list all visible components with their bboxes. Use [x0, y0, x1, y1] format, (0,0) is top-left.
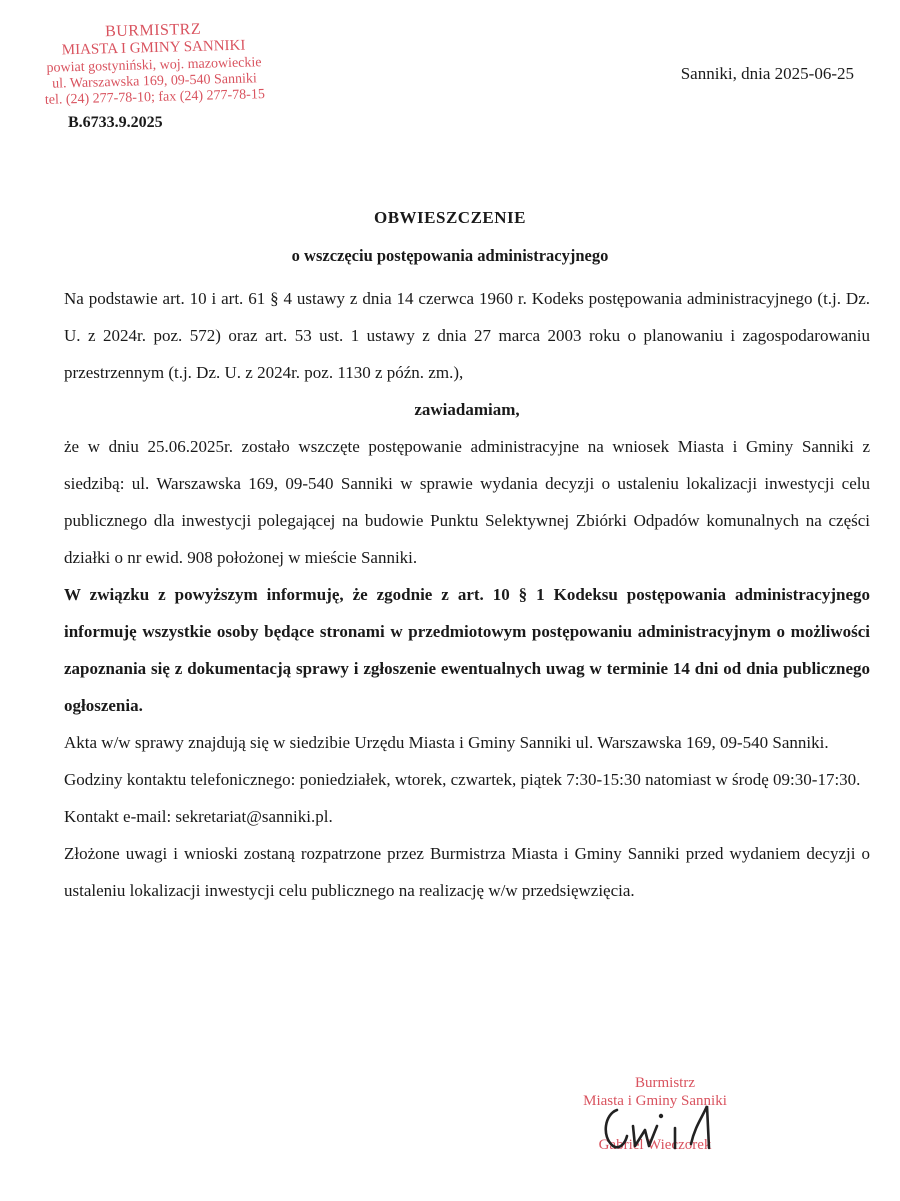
signature-stamp-line-2: Miasta i Gminy Sanniki: [583, 1093, 727, 1109]
legal-basis-paragraph: Na podstawie art. 10 i art. 61 § 4 ustawy z dnia 14 czerwca 1960 r. Kodeks postępowania administracyjnego (t.j. Dz. U. z 2024r. poz. 572) oraz art. 53 ust. 1 ustawy z dnia 27 marca 2003 roku o planowaniu i zagospodarowaniu przestrzennym (t.j. Dz. U. z 2024r. poz. 1130 z późn. zm.),: [64, 289, 870, 382]
document-subtitle: o wszczęciu postępowania administracyjnego: [291, 246, 609, 265]
stamp-line-3: powiat gostyniński, woj. mazowieckie: [46, 55, 262, 76]
signature-block: [555, 1074, 755, 1184]
stamp-line-5: tel. (24) 277-78-10; fax (24) 277-78-15: [44, 87, 266, 108]
office-stamp: [13, 18, 295, 109]
stamp-line-4: ul. Warszawska 169, 09-540 Sanniki: [51, 71, 257, 92]
signature-stamp-line-3: Gabriel Wieczorek: [598, 1137, 712, 1153]
contact-email-paragraph: Kontakt e-mail: sekretariat@sanniki.pl.: [64, 807, 333, 826]
signature-stamp-line-1: Burmistrz: [635, 1075, 695, 1091]
announcement-heading: zawiadamiam,: [414, 400, 520, 419]
reference-number: B.6733.9.2025: [68, 114, 163, 131]
stamp-line-2: MIASTA I GMINY SANNIKI: [61, 37, 246, 59]
stamp-line-1: BURMISTRZ: [104, 20, 202, 41]
place-date: Sanniki, dnia 2025-06-25: [680, 64, 854, 83]
files-location-paragraph: Akta w/w sprawy znajdują się w siedzibie Urzędu Miasta i Gminy Sanniki ul. Warszawska 169, 09-540 Sanniki.: [64, 733, 829, 752]
contact-hours-paragraph: Godziny kontaktu telefonicznego: poniedziałek, wtorek, czwartek, piątek 7:30-15:30 natomiast w środę 09:30-17:30.: [64, 770, 861, 789]
handwritten-signature: [595, 1096, 725, 1156]
notice-paragraph: W związku z powyższym informuję, że zgodnie z art. 10 § 1 Kodeksu postępowania administracyjnego informuję wszystkie osoby będące stronami w przedmiotowym postępowaniu administracyjnym o możliwości zapoznania się z dokumentacją sprawy i zgłoszenie ewentualnych uwag w terminie 14 dni od dnia publicznego ogłoszenia.: [64, 585, 870, 715]
proceedings-paragraph: że w dniu 25.06.2025r. zostało wszczęte postępowanie administracyjne na wniosek Miasta i Gminy Sanniki z siedzibą: ul. Warszawska 169, 09-540 Sanniki w sprawie wydania decyzji o ustaleniu lokalizacji inwestycji celu publicznego dla inwestycji polegającej na budowie Punktu Selektywnej Zbiórki Odpadów komunalnych na części działki o nr ewid. 908 położonej w mieście Sanniki.: [64, 437, 870, 567]
closing-paragraph: Złożone uwagi i wnioski zostaną rozpatrzone przez Burmistrza Miasta i Gminy Sanniki przed wydaniem decyzji o ustaleniu lokalizacji inwestycji celu publicznego na realizację w/w przedsięwzięcia.: [64, 844, 870, 900]
document-body: [64, 280, 870, 909]
document-title: OBWIESZCZENIE: [374, 208, 526, 227]
